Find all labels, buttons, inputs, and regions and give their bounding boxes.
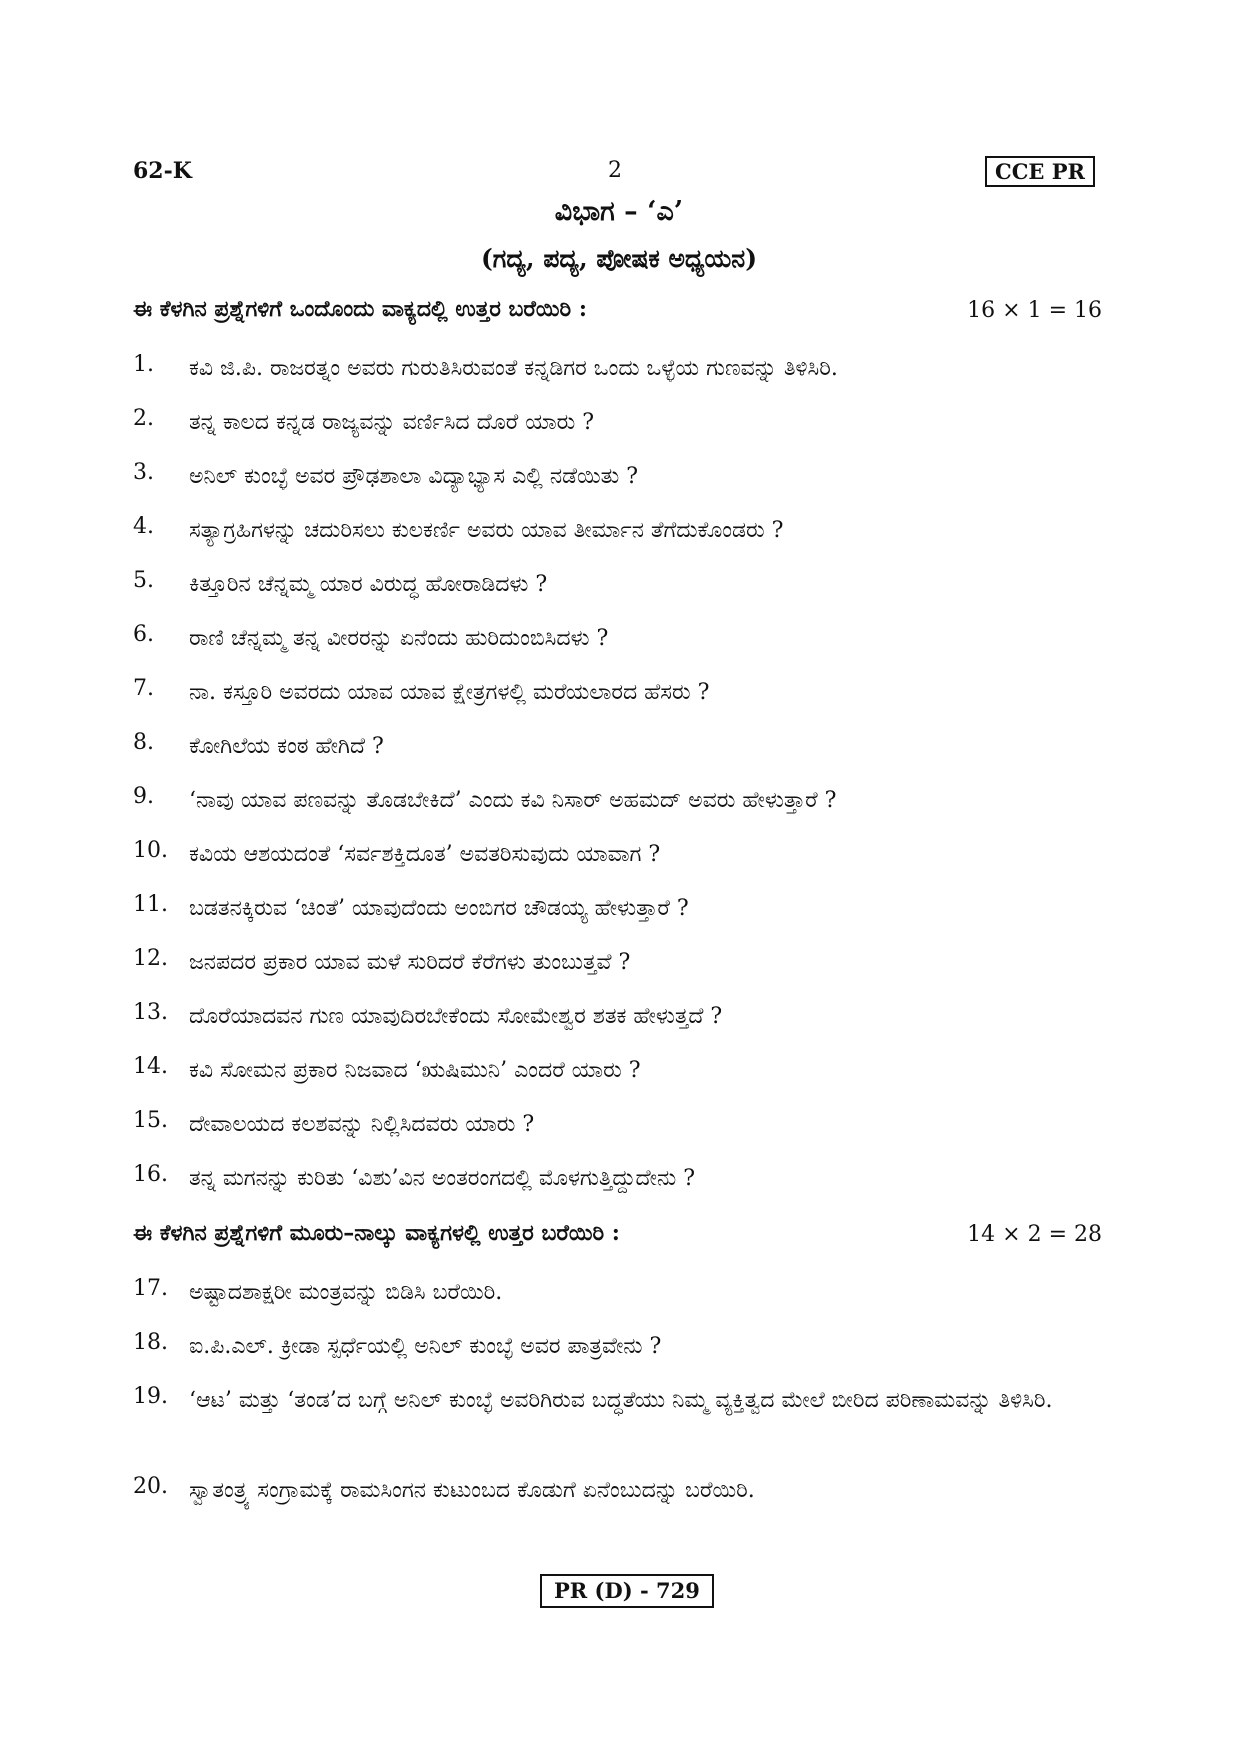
question-text: ತನ್ನ ಮಗನನ್ನು ಕುರಿತು ‘ವಿಶು’ವಿನ ಅಂತರಂಗದಲ್ಲಿ ಮೊಳಗುತ್ತಿದ್ದುದೇನು ? — [189, 1166, 696, 1191]
question-number: 4. — [133, 514, 154, 539]
question-number: 11. — [133, 892, 168, 917]
question-text: ದೊರೆಯಾದವನ ಗುಣ ಯಾವುದಿರಬೇಕೆಂದು ಸೋಮೇಶ್ವರ ಶತಕ ಹೇಳುತ್ತದೆ ? — [189, 1004, 723, 1029]
part2-instruction: ಈ ಕೆಳಗಿನ ಪ್ರಶ್ನೆಗಳಿಗೆ ಮೂರು–ನಾಲ್ಕು ವಾಕ್ಯಗಳಲ್ಲಿ ಉತ್ತರ ಬರೆಯಿರಿ : — [133, 1220, 620, 1246]
part1-marks: 16 × 1 = 16 — [967, 298, 1102, 323]
section-subtitle: (ಗದ್ಯ, ಪದ್ಯ, ಪೋಷಕ ಅಧ್ಯಯನ) — [480, 244, 758, 273]
question-text: ತನ್ನ ಕಾಲದ ಕನ್ನಡ ರಾಜ್ಯವನ್ನು ವರ್ಣಿಸಿದ ದೊರೆ ಯಾರು ? — [189, 410, 595, 435]
question-text: ಕವಿ ಜಿ.ಪಿ. ರಾಜರತ್ನಂ ಅವರು ಗುರುತಿಸಿರುವಂತೆ ಕನ್ನಡಿಗರ ಒಂದು ಒಳ್ಳೆಯ ಗುಣವನ್ನು ತಿಳಿಸಿರಿ. — [189, 356, 838, 381]
question-number: 3. — [133, 460, 154, 485]
question-text: ಕವಿ ಸೋಮನ ಪ್ರಕಾರ ನಿಜವಾದ ‘ಋಷಿಮುನಿ’ ಎಂದರೆ ಯಾರು ? — [189, 1058, 641, 1083]
question-number: 16. — [133, 1162, 168, 1187]
question-number: 17. — [133, 1276, 168, 1301]
footer-code: PR (D) - 729 — [540, 1574, 714, 1608]
page-number: 2 — [608, 158, 622, 183]
question-text: ಅನಿಲ್ ಕುಂಬ್ಳೆ ಅವರ ಪ್ರೌಢಶಾಲಾ ವಿದ್ಯಾಭ್ಯಾಸ ಎಲ್ಲಿ ನಡೆಯಿತು ? — [189, 464, 639, 489]
question-text: ಐ.ಪಿ.ಎಲ್. ಕ್ರೀಡಾ ಸ್ಪರ್ಧೆಯಲ್ಲಿ ಅನಿಲ್ ಕುಂಬ್ಳೆ ಅವರ ಪಾತ್ರವೇನು ? — [189, 1334, 662, 1359]
question-number: 20. — [133, 1474, 168, 1499]
question-text: ಕವಿಯ ಆಶಯದಂತೆ ‘ಸರ್ವಶಕ್ತಿದೂತ’ ಅವತರಿಸುವುದು ಯಾವಾಗ ? — [189, 842, 661, 867]
part1-instruction: ಈ ಕೆಳಗಿನ ಪ್ರಶ್ನೆಗಳಿಗೆ ಒಂದೊಂದು ವಾಕ್ಯದಲ್ಲಿ ಉತ್ತರ ಬರೆಯಿರಿ : — [133, 296, 587, 322]
cce-pr-tag: CCE PR — [985, 156, 1095, 187]
question-number: 10. — [133, 838, 168, 863]
section-title: ವಿಭಾಗ – ‘ಎ’ — [554, 196, 684, 227]
question-number: 2. — [133, 406, 154, 431]
question-text: ದೇವಾಲಯದ ಕಲಶವನ್ನು ನಿಲ್ಲಿಸಿದವರು ಯಾರು ? — [189, 1112, 535, 1137]
question-number: 13. — [133, 1000, 168, 1025]
question-number: 12. — [133, 946, 168, 971]
question-text: ನಾ. ಕಸ್ತೂರಿ ಅವರದು ಯಾವ ಯಾವ ಕ್ಷೇತ್ರಗಳಲ್ಲಿ ಮರೆಯಲಾರದ ಹೆಸರು ? — [189, 680, 710, 705]
question-number: 8. — [133, 730, 154, 755]
question-number: 15. — [133, 1108, 168, 1133]
question-text: ಕೋಗಿಲೆಯ ಕಂಠ ಹೇಗಿದೆ ? — [189, 734, 384, 759]
question-text: ರಾಣಿ ಚೆನ್ನಮ್ಮ ತನ್ನ ವೀರರನ್ನು ಏನೆಂದು ಹುರಿದುಂಬಿಸಿದಳು ? — [189, 626, 609, 651]
question-text: ಬಡತನಕ್ಕಿರುವ ‘ಚಿಂತೆ’ ಯಾವುದೆಂದು ಅಂಬಿಗರ ಚೌಡಯ್ಯ ಹೇಳುತ್ತಾರೆ ? — [189, 896, 689, 921]
question-text: ‘ಆಟ’ ಮತ್ತು ‘ತಂಡ’ದ ಬಗ್ಗೆ ಅನಿಲ್ ಕುಂಬ್ಳೆ ಅವರಿಗಿರುವ ಬದ್ಧತೆಯು ನಿಮ್ಮ ವ್ಯಕ್ತಿತ್ವದ ಮೇಲೆ ಬೀರಿದ ಪರಿಣಾಮವನ್ನು ತಿಳಿಸಿರಿ. — [189, 1388, 1053, 1413]
question-number: 1. — [133, 352, 154, 377]
part2-marks: 14 × 2 = 28 — [967, 1222, 1102, 1247]
question-number: 19. — [133, 1384, 168, 1409]
question-number: 6. — [133, 622, 154, 647]
question-text: ‘ನಾವು ಯಾವ ಪಣವನ್ನು ತೊಡಬೇಕಿದೆ’ ಎಂದು ಕವಿ ನಿಸಾರ್ ಅಹಮದ್ ಅವರು ಹೇಳುತ್ತಾರೆ ? — [189, 788, 837, 813]
question-text: ಸತ್ಯಾಗ್ರಹಿಗಳನ್ನು ಚದುರಿಸಲು ಕುಲಕರ್ಣಿ ಅವರು ಯಾವ ತೀರ್ಮಾನ ತೆಗೆದುಕೊಂಡರು ? — [189, 518, 784, 543]
question-number: 5. — [133, 568, 154, 593]
question-text: ಸ್ವಾತಂತ್ರ್ಯ ಸಂಗ್ರಾಮಕ್ಕೆ ರಾಮಸಿಂಗನ ಕುಟುಂಬದ ಕೊಡುಗೆ ಏನೆಂಬುದನ್ನು ಬರೆಯಿರಿ. — [189, 1478, 755, 1503]
question-number: 18. — [133, 1330, 168, 1355]
question-text: ಜನಪದರ ಪ್ರಕಾರ ಯಾವ ಮಳೆ ಸುರಿದರೆ ಕೆರೆಗಳು ತುಂಬುತ್ತವೆ ? — [189, 950, 631, 975]
question-number: 7. — [133, 676, 154, 701]
question-text: ಕಿತ್ತೂರಿನ ಚೆನ್ನಮ್ಮ ಯಾರ ವಿರುದ್ಧ ಹೋರಾಡಿದಳು ? — [189, 572, 548, 597]
question-number: 14. — [133, 1054, 168, 1079]
question-number: 9. — [133, 784, 154, 809]
paper-code: 62-K — [133, 158, 192, 184]
question-text: ಅಷ್ಟಾದಶಾಕ್ಷರೀ ಮಂತ್ರವನ್ನು ಬಿಡಿಸಿ ಬರೆಯಿರಿ. — [189, 1280, 503, 1305]
